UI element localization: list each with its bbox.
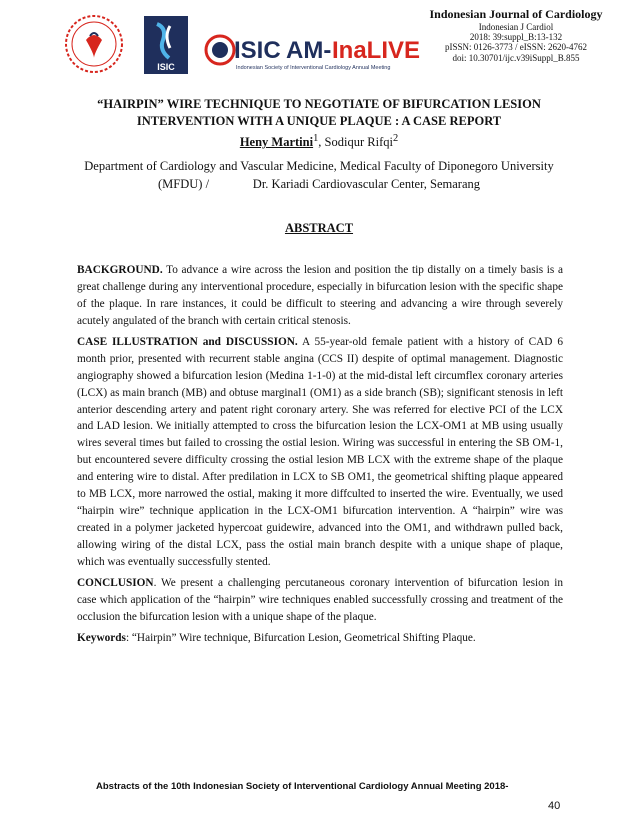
- conclusion-text: . We present a challenging percutaneous coronary intervention of bifurcation lesion in case which application of the “hairpin” wire techniques enabled successfully crossing and treatment of the occlusion the bifurcation lesion with a unique shape of the plaque.: [77, 576, 563, 623]
- abstract-heading: ABSTRACT: [284, 221, 354, 235]
- keywords-label: Keywords: [77, 631, 126, 644]
- author-line: [70, 133, 568, 150]
- author-second: Sodiqur Rifqi: [324, 135, 393, 150]
- journal-issn: pISSN: 0126-3773 / eISSN: 2620-4762: [444, 42, 587, 53]
- conclusion-label: CONCLUSION: [77, 576, 154, 589]
- case-paragraph: [77, 334, 563, 571]
- isicam-inalive-logo: [206, 36, 420, 71]
- conclusion-paragraph: [77, 575, 563, 626]
- paper-title: “HAIRPIN” WIRE TECHNIQUE TO NEGOTIATE OF BIFURCATION LESION INTERVENTION WITH A UNIQUE PLAQUE : A CASE REPORT: [97, 97, 541, 128]
- svg-text:InaLIVE: InaLIVE: [332, 37, 421, 64]
- affiliation: [70, 157, 568, 193]
- author-separator: ,: [318, 135, 325, 150]
- background-paragraph: [77, 262, 563, 330]
- background-label: BACKGROUND.: [77, 264, 163, 276]
- svg-text:ISIC: ISIC: [157, 62, 175, 72]
- logo-bar: [62, 6, 422, 82]
- society-seal-logo: [66, 16, 122, 72]
- page-number: 40: [548, 800, 561, 812]
- svg-text:ISIC: ISIC: [234, 37, 281, 64]
- svg-text:Indonesian Society of Interven: Indonesian Society of Interventional Cardiology Annual Meeting: [236, 65, 391, 71]
- case-label: CASE ILLUSTRATION and DISCUSSION.: [77, 335, 298, 348]
- svg-text:AM-: AM-: [286, 37, 332, 64]
- journal-name: Indonesian Journal of Cardiology: [429, 7, 603, 21]
- keywords-text: : “Hairpin” Wire technique, Bifurcation Lesion, Geometrical Shifting Plaque.: [125, 631, 476, 644]
- isic-logo: [144, 16, 188, 74]
- keywords-paragraph: [77, 630, 563, 647]
- background-text: To advance a wire across the lesion and position the tip distally on a timely basis is a great challenge during any interventional procedure, especially in bifurcation lesion with the specific shape of the plaque. In rare instances, it could be difficult to steering and advancing a wire through severely acutely angulated of the branch with certain critical stenosis.: [77, 264, 563, 327]
- affiliation-line-1: Department of Cardiology and Vascular Medicine, Medical Faculty of Diponegoro University: [84, 159, 554, 173]
- affiliation-line-2: (MFDU) / Dr. Kariadi Cardiovascular Center, Semarang: [158, 177, 480, 192]
- author-main-affil: 1: [313, 133, 319, 144]
- journal-volume: 2018: 39:suppl_B:13-132: [469, 32, 563, 43]
- conference-logos: [62, 6, 422, 82]
- journal-abbrev: Indonesian J Cardiol: [478, 21, 554, 32]
- page-footer: Abstracts of the 10th Indonesian Society of Interventional Cardiology Annual Meeting 2018-: [96, 781, 509, 792]
- author-second-affil: 2: [392, 133, 399, 144]
- journal-header: [410, 8, 622, 63]
- abstract-body: [77, 262, 563, 651]
- journal-doi: doi: 10.30701/ijc.v39iSuppl_B.855: [452, 52, 580, 63]
- author-main: Heny Martini: [239, 135, 314, 150]
- case-text: A 55-year-old female patient with a history of CAD 6 month prior, presented with recurrent stable angina (CCS II) despite of optimal management. Diagnostic angiography showed a bifurcation lesion (Medina 1-1-0) at the mid-distal left circumflex coronary arteries (LCX) as main branch (MB) and obtuse marginal1 (OM1) as a side branch (SB); significant stenosis in left anterior descending artery and patent right coronary artery. She was referred for elective PCI of the LCX and LAD lesion. We initially attempted to cross the bifurcation lesion the LCX-OM1 at MB using usually wires several times but failed to crossing the ostial lesion. Wiring was successful in entering the SB OM-1, but encountered severe difficulty crossing the ostial lesion MB LCX with the extreme shape of the plaque and entering wire to distal. After predilation in LCX to SB OM1, the geometrical shifting plaque appeared to MB LCX, more narrowed the ostial, making it more diffculted to inserted the wire. Eventually, we used “hairpin wire” technique application in the LCX-OM1 bifurcation intervention. A “hairpin” wire was created in a polymer jacketed hypercoat guidewire, advanced into the OM1, and withdrawn pulled back, allowing wiring of the distal LCX, pass the ostial main branch despite with a unique shape of plaque, which was eventually successfully stented.: [77, 335, 563, 568]
